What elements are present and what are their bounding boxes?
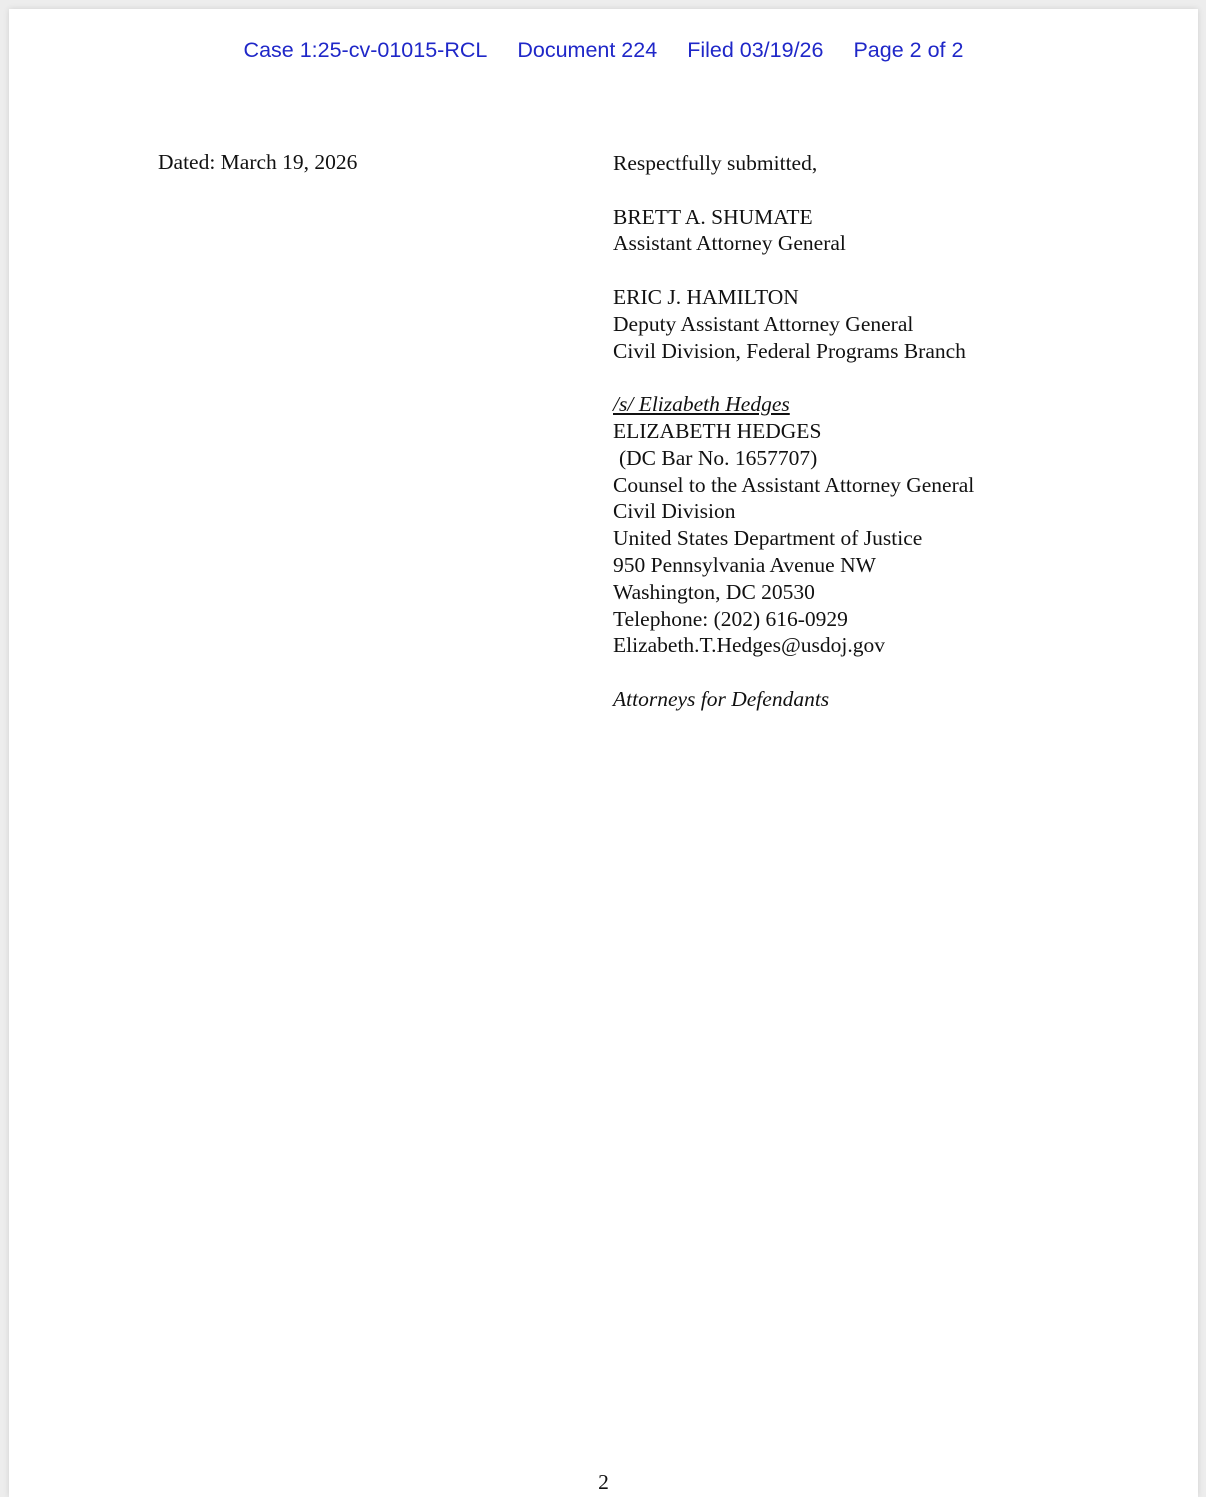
document-page bbox=[9, 9, 1198, 1497]
official-1-title: Assistant Attorney General bbox=[613, 231, 846, 256]
case-number: Case 1:25-cv-01015-RCL bbox=[243, 38, 488, 62]
signer-division: Civil Division bbox=[613, 499, 736, 524]
filed-date: Filed 03/19/26 bbox=[687, 38, 824, 62]
official-2-name: ERIC J. HAMILTON bbox=[613, 284, 799, 309]
page-number: 2 bbox=[598, 1470, 609, 1494]
telephone: Telephone: (202) 616-0929 bbox=[613, 606, 848, 631]
address-line-2: Washington, DC 20530 bbox=[613, 579, 815, 604]
signature-block bbox=[613, 150, 974, 713]
bar-number: (DC Bar No. 1657707) bbox=[619, 445, 818, 470]
department: United States Department of Justice bbox=[613, 526, 923, 551]
ecf-filing-header bbox=[9, 38, 1198, 63]
signer-name: ELIZABETH HEDGES bbox=[613, 418, 822, 443]
official-2-title: Deputy Assistant Attorney General bbox=[613, 311, 914, 336]
official-1-name: BRETT A. SHUMATE bbox=[613, 204, 813, 229]
electronic-signature: /s/ Elizabeth Hedges bbox=[613, 392, 790, 417]
email: Elizabeth.T.Hedges@usdoj.gov bbox=[613, 633, 885, 658]
document-number: Document 224 bbox=[517, 38, 658, 62]
official-2-division: Civil Division, Federal Programs Branch bbox=[613, 338, 966, 363]
closing: Respectfully submitted, bbox=[613, 151, 818, 175]
dated-line: Dated: March 19, 2026 bbox=[158, 150, 358, 174]
address-line-1: 950 Pennsylvania Avenue NW bbox=[613, 552, 876, 577]
attorney-role: Attorneys for Defendants bbox=[613, 686, 830, 711]
page-indicator: Page 2 of 2 bbox=[853, 38, 964, 62]
signer-title: Counsel to the Assistant Attorney General bbox=[613, 472, 975, 497]
